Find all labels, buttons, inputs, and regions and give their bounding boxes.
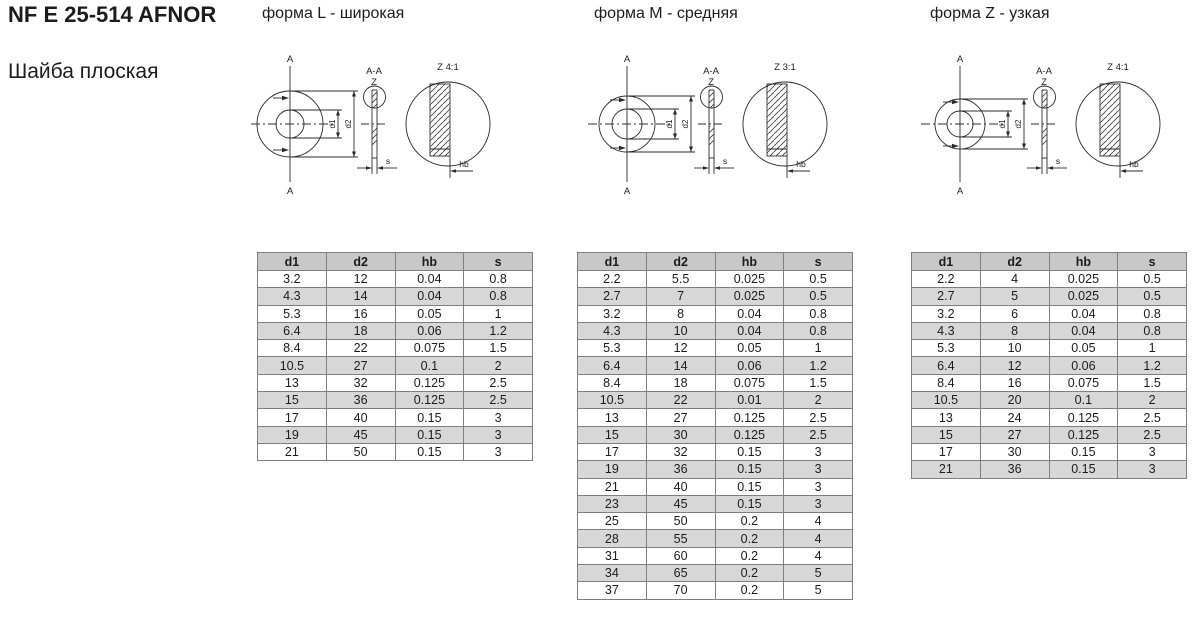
table-cell: 1: [1118, 340, 1187, 357]
table-cell: 21: [578, 478, 647, 495]
table-cell: 0.1: [395, 357, 464, 374]
section-view: [1027, 86, 1067, 174]
table-cell: 2.5: [784, 426, 853, 443]
table-cell: 65: [646, 565, 715, 582]
table-cell: 55: [646, 530, 715, 547]
column-header: d1: [258, 253, 327, 271]
table-cell: 8: [646, 305, 715, 322]
dim-hb-label: hb: [1129, 159, 1139, 169]
table-cell: 1.2: [1118, 357, 1187, 374]
table-cell: 2: [464, 357, 533, 374]
dim-d1-label: d1: [665, 119, 674, 129]
table-cell: 0.025: [1049, 288, 1118, 305]
table-cell: 0.025: [1049, 271, 1118, 288]
table-cell: 36: [980, 461, 1049, 478]
form-z-title: форма Z - узкая: [930, 5, 1050, 22]
table-cell: 0.8: [784, 305, 853, 322]
table-cell: 0.8: [1118, 305, 1187, 322]
table-cell: 1: [464, 305, 533, 322]
table-cell: 0.06: [715, 357, 784, 374]
table-cell: 22: [326, 340, 395, 357]
table-header-row: [258, 253, 533, 271]
table-row: [578, 495, 853, 512]
table-cell: 17: [578, 443, 647, 460]
table-row: [578, 547, 853, 564]
dim-s-label: s: [385, 156, 391, 166]
table-cell: 0.05: [395, 305, 464, 322]
table-cell: 22: [646, 392, 715, 409]
table-cell: 21: [258, 443, 327, 460]
table-cell: 45: [646, 495, 715, 512]
table-row: [912, 340, 1187, 357]
table-cell: 1.2: [464, 322, 533, 339]
table-cell: 16: [326, 305, 395, 322]
table-row: [258, 322, 533, 339]
table-cell: 10.5: [912, 392, 981, 409]
detail-scale-label: Z 4:1: [437, 62, 459, 73]
table-cell: 0.075: [1049, 374, 1118, 391]
table-cell: 50: [326, 443, 395, 460]
table-cell: 18: [646, 374, 715, 391]
table-cell: 0.05: [1049, 340, 1118, 357]
table-cell: 13: [912, 409, 981, 426]
table-cell: 24: [980, 409, 1049, 426]
table-cell: 28: [578, 530, 647, 547]
table-cell: 17: [912, 443, 981, 460]
column-header: s: [1118, 253, 1187, 271]
form-m-drawing: [582, 50, 832, 198]
form-l-table: [257, 252, 533, 461]
table-row: [578, 443, 853, 460]
table-cell: 4: [784, 547, 853, 564]
table-cell: 1.5: [1118, 374, 1187, 391]
axis-label-top: A: [956, 54, 964, 65]
column-header: s: [784, 253, 853, 271]
table-cell: 5: [980, 288, 1049, 305]
table-cell: 0.125: [1049, 426, 1118, 443]
table-row: [578, 322, 853, 339]
table-row: [258, 271, 533, 288]
table-row: [912, 461, 1187, 478]
table-cell: 23: [578, 495, 647, 512]
table-cell: 27: [980, 426, 1049, 443]
table-cell: 15: [258, 392, 327, 409]
table-cell: 3: [784, 443, 853, 460]
dim-d2-label: d2: [344, 119, 353, 129]
table-cell: 8.4: [258, 340, 327, 357]
detail-scale-label: Z 4:1: [1107, 62, 1129, 73]
dim-d1-label: d1: [328, 119, 337, 129]
table-cell: 19: [578, 461, 647, 478]
table-cell: 0.025: [715, 271, 784, 288]
table-cell: 14: [646, 357, 715, 374]
table-row: [912, 392, 1187, 409]
table-cell: 2.2: [578, 271, 647, 288]
table-cell: 27: [646, 409, 715, 426]
axis-label-bottom: A: [623, 186, 631, 197]
table-row: [578, 271, 853, 288]
table-cell: 13: [258, 374, 327, 391]
table-cell: 3: [1118, 461, 1187, 478]
table-row: [578, 478, 853, 495]
table-row: [258, 392, 533, 409]
table-cell: 3: [464, 443, 533, 460]
table-header-row: [578, 253, 853, 271]
table-cell: 0.2: [715, 513, 784, 530]
table-cell: 3.2: [258, 271, 327, 288]
dim-s-label: s: [1055, 156, 1061, 166]
front-view: [251, 66, 358, 182]
form-l-title: форма L - широкая: [262, 5, 405, 22]
table-cell: 31: [578, 547, 647, 564]
table-cell: 34: [578, 565, 647, 582]
table-cell: 0.5: [784, 288, 853, 305]
table-row: [578, 357, 853, 374]
table-cell: 3: [784, 478, 853, 495]
table-cell: 0.125: [1049, 409, 1118, 426]
table-cell: 3.2: [912, 305, 981, 322]
table-cell: 0.06: [1049, 357, 1118, 374]
table-cell: 5.5: [646, 271, 715, 288]
table-cell: 0.15: [715, 461, 784, 478]
table-cell: 2.5: [1118, 426, 1187, 443]
table-cell: 12: [980, 357, 1049, 374]
table-cell: 0.5: [1118, 288, 1187, 305]
table-cell: 14: [326, 288, 395, 305]
table-cell: 45: [326, 426, 395, 443]
dim-s-label: s: [722, 156, 728, 166]
table-row: [578, 565, 853, 582]
table-cell: 2.5: [784, 409, 853, 426]
dim-d1-label: d1: [998, 119, 1007, 129]
table-cell: 18: [326, 322, 395, 339]
table-cell: 6.4: [578, 357, 647, 374]
table-row: [578, 288, 853, 305]
table-cell: 0.025: [715, 288, 784, 305]
table-row: [912, 443, 1187, 460]
column-header: hb: [715, 253, 784, 271]
table-cell: 1.5: [784, 374, 853, 391]
table-row: [258, 443, 533, 460]
table-cell: 4.3: [912, 322, 981, 339]
column-header: d1: [578, 253, 647, 271]
table-cell: 4: [980, 271, 1049, 288]
table-cell: 0.5: [784, 271, 853, 288]
table-cell: 1.2: [784, 357, 853, 374]
table-cell: 36: [326, 392, 395, 409]
table-row: [578, 582, 853, 599]
dim-hb-label: hb: [459, 159, 469, 169]
table-cell: 0.15: [715, 495, 784, 512]
table-cell: 0.125: [715, 409, 784, 426]
dim-d2-label: d2: [1014, 119, 1023, 129]
table-row: [912, 409, 1187, 426]
table-cell: 4.3: [258, 288, 327, 305]
table-row: [258, 357, 533, 374]
table-row: [578, 513, 853, 530]
table-cell: 12: [646, 340, 715, 357]
column-header: d1: [912, 253, 981, 271]
table-cell: 10: [646, 322, 715, 339]
table-cell: 10.5: [258, 357, 327, 374]
section-view: [357, 86, 397, 174]
table-cell: 2.5: [1118, 409, 1187, 426]
table-cell: 0.5: [1118, 271, 1187, 288]
table-cell: 1: [784, 340, 853, 357]
table-row: [578, 374, 853, 391]
table-cell: 37: [578, 582, 647, 599]
table-cell: 3: [784, 495, 853, 512]
table-cell: 0.04: [715, 322, 784, 339]
table-row: [912, 305, 1187, 322]
section-label: A-A: [366, 66, 382, 77]
table-cell: 6: [980, 305, 1049, 322]
dim-d2-label: d2: [681, 119, 690, 129]
column-header: d2: [980, 253, 1049, 271]
table-cell: 3: [464, 426, 533, 443]
table-cell: 0.15: [715, 478, 784, 495]
table-cell: 50: [646, 513, 715, 530]
form-m-table: [577, 252, 853, 600]
table-cell: 60: [646, 547, 715, 564]
detail-marker-label: Z: [1041, 77, 1047, 88]
table-cell: 4: [784, 530, 853, 547]
axis-label-bottom: A: [956, 186, 964, 197]
table-row: [912, 288, 1187, 305]
table-cell: 10.5: [578, 392, 647, 409]
table-row: [912, 374, 1187, 391]
standard-title: NF E 25-514 AFNOR: [8, 2, 217, 27]
table-cell: 0.04: [715, 305, 784, 322]
table-cell: 0.04: [1049, 322, 1118, 339]
table-cell: 20: [980, 392, 1049, 409]
table-row: [912, 322, 1187, 339]
table-cell: 70: [646, 582, 715, 599]
table-row: [258, 340, 533, 357]
table-cell: 4: [784, 513, 853, 530]
table-cell: 1.5: [464, 340, 533, 357]
table-cell: 21: [912, 461, 981, 478]
detail-marker-label: Z: [371, 77, 377, 88]
table-row: [578, 340, 853, 357]
form-z-table: [911, 252, 1187, 479]
detail-view: [1076, 82, 1160, 178]
table-cell: 0.075: [715, 374, 784, 391]
table-cell: 17: [258, 409, 327, 426]
table-row: [258, 374, 533, 391]
front-view: [588, 66, 695, 182]
table-cell: 0.8: [1118, 322, 1187, 339]
table-row: [578, 392, 853, 409]
table-cell: 0.15: [395, 409, 464, 426]
table-row: [578, 426, 853, 443]
column-header: hb: [395, 253, 464, 271]
table-cell: 5.3: [578, 340, 647, 357]
table-row: [912, 426, 1187, 443]
table-cell: 0.2: [715, 582, 784, 599]
table-cell: 0.15: [395, 426, 464, 443]
table-cell: 2.2: [912, 271, 981, 288]
table-cell: 0.125: [715, 426, 784, 443]
table-cell: 8.4: [912, 374, 981, 391]
table-cell: 5.3: [912, 340, 981, 357]
front-view: [921, 66, 1028, 182]
table-cell: 0.8: [464, 271, 533, 288]
table-cell: 27: [326, 357, 395, 374]
form-l-drawing: [245, 50, 495, 198]
table-cell: 5: [784, 565, 853, 582]
table-cell: 32: [326, 374, 395, 391]
table-cell: 0.01: [715, 392, 784, 409]
table-cell: 3.2: [578, 305, 647, 322]
form-z-drawing: [915, 50, 1165, 198]
table-row: [258, 426, 533, 443]
form-m-title: форма M - средняя: [594, 5, 738, 22]
table-cell: 19: [258, 426, 327, 443]
table-cell: 40: [646, 478, 715, 495]
table-cell: 0.04: [1049, 305, 1118, 322]
table-cell: 0.04: [395, 271, 464, 288]
table-cell: 5: [784, 582, 853, 599]
column-header: d2: [326, 253, 395, 271]
table-row: [258, 305, 533, 322]
table-cell: 16: [980, 374, 1049, 391]
column-header: hb: [1049, 253, 1118, 271]
dim-hb-label: hb: [796, 159, 806, 169]
table-cell: 2: [1118, 392, 1187, 409]
table-cell: 0.8: [464, 288, 533, 305]
table-cell: 10: [980, 340, 1049, 357]
detail-view: [406, 82, 490, 178]
table-cell: 0.15: [395, 443, 464, 460]
table-cell: 8: [980, 322, 1049, 339]
axis-label-top: A: [623, 54, 631, 65]
table-cell: 4.3: [578, 322, 647, 339]
table-cell: 0.125: [395, 392, 464, 409]
table-cell: 6.4: [258, 322, 327, 339]
column-header: s: [464, 253, 533, 271]
table-row: [578, 461, 853, 478]
table-cell: 3: [464, 409, 533, 426]
table-cell: 0.1: [1049, 392, 1118, 409]
table-row: [578, 305, 853, 322]
table-cell: 0.125: [395, 374, 464, 391]
table-cell: 25: [578, 513, 647, 530]
table-cell: 6.4: [912, 357, 981, 374]
table-row: [912, 357, 1187, 374]
table-row: [578, 530, 853, 547]
table-cell: 0.15: [1049, 443, 1118, 460]
table-cell: 13: [578, 409, 647, 426]
table-cell: 2.7: [912, 288, 981, 305]
table-cell: 0.075: [395, 340, 464, 357]
table-cell: 36: [646, 461, 715, 478]
table-cell: 15: [912, 426, 981, 443]
table-row: [578, 409, 853, 426]
section-view: [694, 86, 734, 174]
table-cell: 0.8: [784, 322, 853, 339]
table-cell: 0.05: [715, 340, 784, 357]
table-cell: 7: [646, 288, 715, 305]
table-cell: 30: [646, 426, 715, 443]
section-label: A-A: [1036, 66, 1052, 77]
table-cell: 3: [1118, 443, 1187, 460]
table-cell: 0.2: [715, 547, 784, 564]
product-title: Шайба плоская: [8, 60, 159, 83]
table-cell: 2.5: [464, 374, 533, 391]
table-cell: 2: [784, 392, 853, 409]
table-cell: 5.3: [258, 305, 327, 322]
table-cell: 0.2: [715, 565, 784, 582]
table-cell: 30: [980, 443, 1049, 460]
table-cell: 0.06: [395, 322, 464, 339]
table-cell: 0.15: [715, 443, 784, 460]
detail-view: [743, 82, 827, 178]
table-cell: 0.15: [1049, 461, 1118, 478]
table-cell: 40: [326, 409, 395, 426]
section-label: A-A: [703, 66, 719, 77]
table-cell: 15: [578, 426, 647, 443]
table-row: [258, 288, 533, 305]
table-cell: 12: [326, 271, 395, 288]
table-row: [258, 409, 533, 426]
table-cell: 0.04: [395, 288, 464, 305]
table-header-row: [912, 253, 1187, 271]
column-header: d2: [646, 253, 715, 271]
table-row: [912, 271, 1187, 288]
table-cell: 32: [646, 443, 715, 460]
table-cell: 3: [784, 461, 853, 478]
detail-marker-label: Z: [708, 77, 714, 88]
table-cell: 2.7: [578, 288, 647, 305]
table-cell: 2.5: [464, 392, 533, 409]
axis-label-top: A: [286, 54, 294, 65]
table-cell: 8.4: [578, 374, 647, 391]
axis-label-bottom: A: [286, 186, 294, 197]
detail-scale-label: Z 3:1: [774, 62, 796, 73]
table-cell: 0.2: [715, 530, 784, 547]
